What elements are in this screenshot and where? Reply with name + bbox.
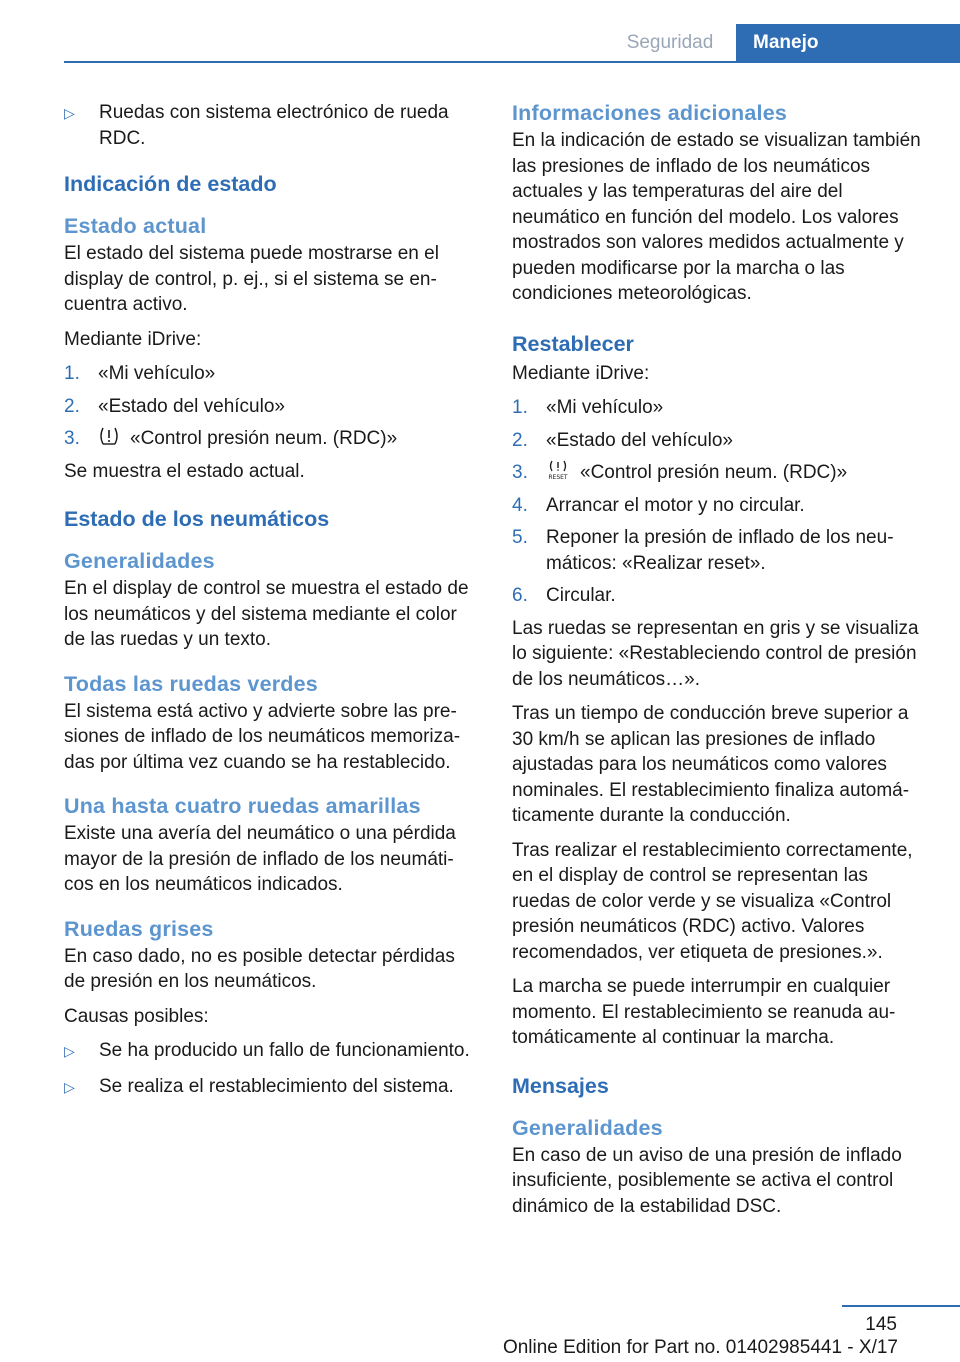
heading-mensajes: Mensajes — [512, 1073, 609, 1098]
paragraph: En el display de control se muestra el estado de los neumáticos y del sistema mediante el color de las ruedas y un texto. — [64, 578, 469, 650]
step-item — [512, 583, 927, 609]
step-item — [512, 460, 927, 486]
heading-restablecer: Restablecer — [512, 331, 634, 356]
step-item — [512, 493, 927, 519]
step-item — [64, 361, 474, 387]
step-number: 2. — [512, 429, 528, 451]
paragraph: Causas posibles: — [64, 1005, 209, 1027]
step-text: Arrancar el motor y no circular. — [546, 494, 805, 516]
paragraph: Mediante iDrive: — [64, 328, 202, 350]
list-item-text: Se ha producido un fallo de funcionamiento. — [99, 1040, 470, 1061]
paragraph: Las ruedas se representan en gris y se visualiza lo siguiente: «Restableciendo control de presión de los neumáticos…». — [512, 617, 919, 690]
step-text: «Mi vehículo» — [546, 397, 664, 418]
heading-ruedas-verdes: Todas las ruedas verdes — [64, 671, 318, 696]
page-number: 145 — [865, 1314, 897, 1335]
paragraph: El sistema está activo y advierte sobre las presiones de inflado de los neumáticos memorizadas por última vez cuando se ha restablecido. — [64, 700, 461, 773]
paragraph: En caso dado, no es posible detectar pérdidas de presión en los neumáticos. — [64, 945, 455, 992]
step-text: «Estado del vehículo» — [546, 429, 733, 451]
svg-text:RESET: RESET — [548, 474, 568, 480]
step-number: 4. — [512, 494, 528, 516]
step-item — [64, 394, 474, 420]
list-item-text: Ruedas con sistema electrónico de rueda RDC. — [99, 102, 449, 149]
step-number: 2. — [64, 395, 80, 417]
list-item — [64, 1038, 474, 1065]
step-number: 3. — [512, 462, 528, 483]
step-number: 3. — [64, 428, 80, 449]
paragraph: Tras realizar el restablecimiento correctamente, en el display de control se representan las ruedas de color verde y se visualiza «Control presión neumáticos (RDC) activo. Valores recomendados, ver etiqueta de presiones.». — [512, 839, 913, 963]
step-number: 6. — [512, 585, 528, 606]
heading-generalidades: Generalidades — [512, 1115, 663, 1140]
heading-indicacion-estado: Indicación de estado — [64, 172, 277, 196]
edition-text: Online Edition for Part no. 01402985441 - X/17 — [502, 1337, 898, 1358]
step-number: 1. — [512, 397, 528, 418]
paragraph: En caso de un aviso de una presión de inflado insuficiente, posiblemente se activa el control dinámico de la estabilidad DSC. — [512, 1144, 902, 1217]
header-rule — [64, 61, 960, 63]
triangle-right-icon: ▷ — [64, 105, 75, 121]
step-item — [512, 428, 927, 454]
paragraph: Existe una avería del neumático o una pérdida mayor de la presión de inflado de los neumáticos en los neumáticos indicados. — [64, 823, 456, 895]
list-item-text: Se realiza el restablecimiento del sistema. — [99, 1075, 454, 1097]
right-column — [512, 100, 927, 1228]
paragraph: El estado del sistema puede mostrarse en el display de control, p. ej., si el sistema se encuentra activo. — [64, 243, 439, 315]
list-item — [64, 1074, 474, 1101]
triangle-right-icon: ▷ — [64, 1043, 75, 1059]
step-text: «Control presión neum. (RDC)» — [130, 428, 398, 449]
tab-manejo[interactable]: Manejo — [736, 24, 960, 61]
paragraph: Mediante iDrive: — [512, 362, 650, 384]
tab-seguridad[interactable]: Seguridad — [626, 31, 714, 53]
step-number: 5. — [512, 527, 528, 548]
footer-rule — [842, 1305, 960, 1307]
step-text: Reponer la presión de inflado de los neumáticos: «Realizar reset». — [546, 527, 894, 574]
triangle-right-icon: ▷ — [64, 1078, 75, 1095]
step-text: Circular. — [546, 585, 616, 606]
tire-pressure-reset-icon — [546, 460, 570, 480]
step-item — [64, 426, 474, 452]
paragraph: En la indicación de estado se visualizan también las presiones de inflado de los neumáticos actuales y las temperaturas del aire del neumático en función del modelo. Los valores mostrados son valores medidos actualmente y pueden modificarse por la marcha o las condiciones meteorológicas. — [512, 130, 921, 304]
paragraph: La marcha se puede interrumpir en cualquier momento. El restablecimiento se reanuda automáticamente al continuar la marcha. — [512, 976, 896, 1048]
paragraph: Se muestra el estado actual. — [64, 460, 305, 482]
heading-generalidades: Generalidades — [64, 549, 215, 573]
paragraph: Tras un tiempo de conducción breve superior a 30 km/h se aplican las presiones de inflado ajustadas para los neumáticos como valores nominales. El restablecimiento finaliza automáticamente durante la conducción. — [512, 703, 910, 826]
heading-ruedas-grises: Ruedas grises — [64, 916, 214, 941]
step-text: «Control presión neum. (RDC)» — [580, 462, 848, 483]
heading-estado-actual: Estado actual — [64, 214, 207, 238]
step-number: 1. — [64, 363, 80, 384]
step-item — [512, 525, 927, 576]
step-text: «Estado del vehículo» — [98, 395, 285, 417]
step-text: «Mi vehículo» — [98, 363, 216, 384]
heading-estado-neumaticos: Estado de los neumáticos — [64, 507, 330, 531]
heading-informaciones-adicionales: Informaciones adicionales — [512, 101, 788, 125]
list-item — [64, 100, 474, 151]
tire-pressure-warning-icon — [98, 426, 120, 446]
heading-ruedas-amarillas: Una hasta cuatro ruedas amarillas — [64, 794, 421, 818]
left-column — [64, 100, 474, 1109]
step-item — [512, 395, 927, 421]
